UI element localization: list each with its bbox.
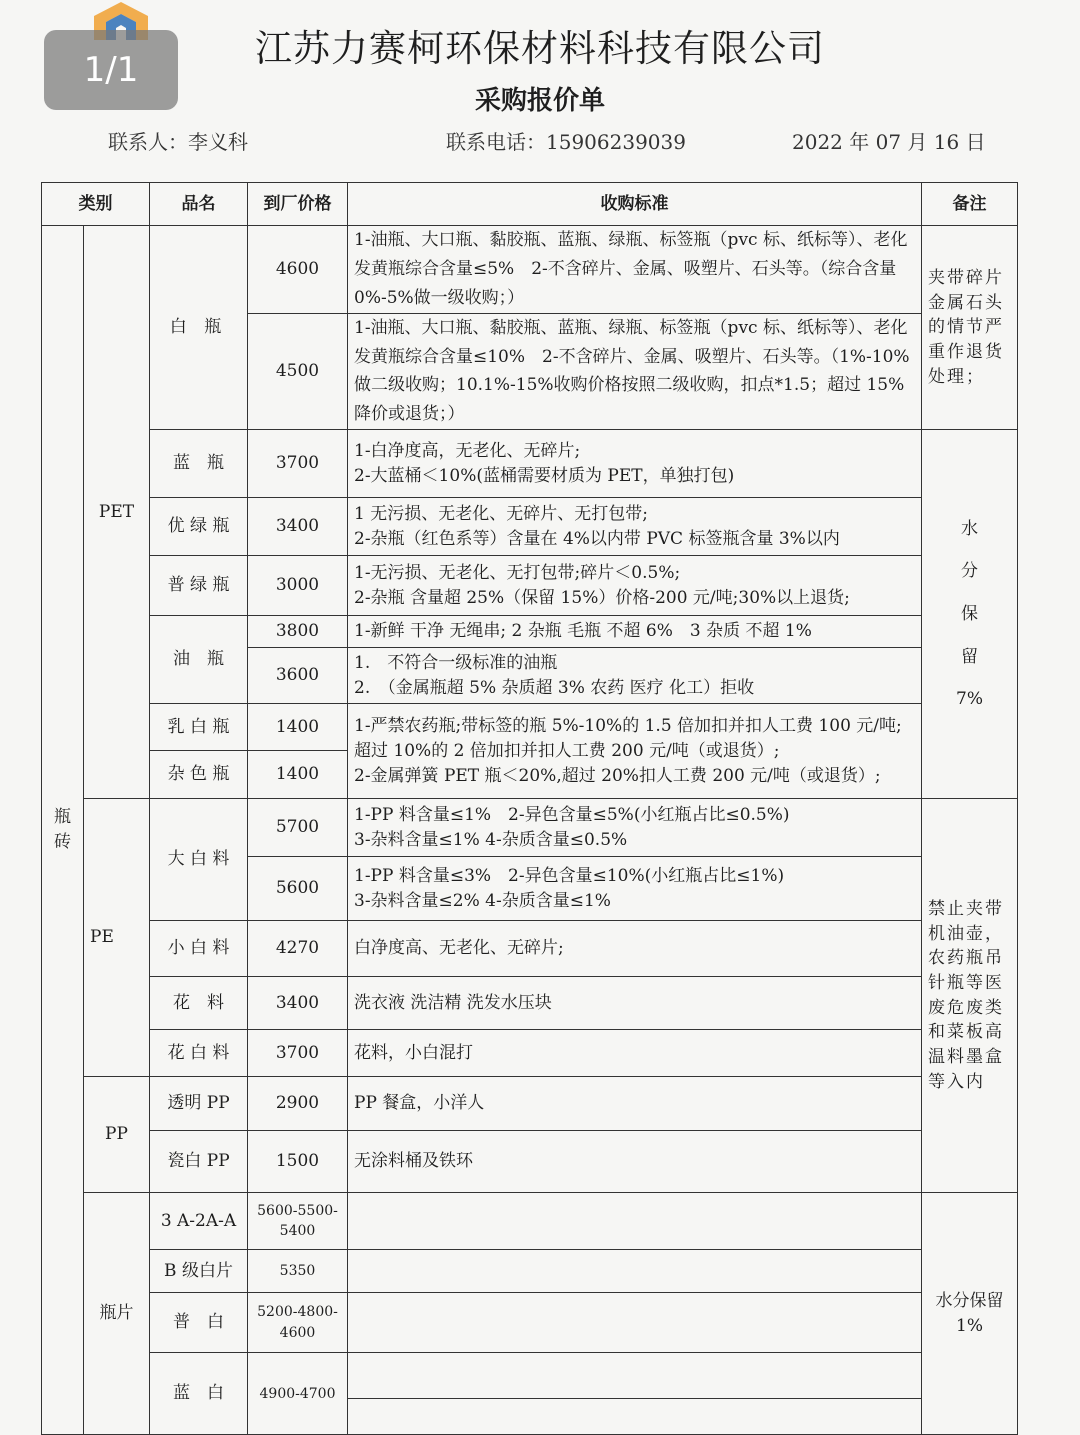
table-row (42, 1030, 1018, 1077)
table-row (42, 498, 1018, 556)
quote-table (41, 182, 1018, 1435)
price: 3400 (248, 977, 348, 1030)
price: 4500 (248, 313, 348, 430)
standard: 1. 不符合一级标准的油瓶 2. （金属瓶超 5% 杂质超 3% 农药 医疗 化工）拒收 (348, 648, 922, 704)
standard: 1-无污损、无老化、无打包带;碎片＜0.5%; 2-杂瓶 含量超 25%（保留 15%）价格-200 元/吨;30%以上退货; (348, 556, 922, 616)
standard: 1-PP 料含量≤1% 2-异色含量≤5%(小红瓶占比≤0.5%) 3-杂料含量≤1% 4-杂质含量≤0.5% (348, 799, 922, 857)
standard: 无涂料桶及铁环 (348, 1131, 922, 1193)
col-standard: 收购标准 (348, 183, 922, 226)
header-row (42, 183, 1018, 226)
standard: 1 无污损、无老化、无碎片、无打包带; 2-杂瓶（红色系等）含量在 4%以内带 PVC 标签瓶含量 3%以内 (348, 498, 922, 556)
product-name: B 级白片 (150, 1250, 248, 1293)
product-name: 乳 白 瓶 (150, 704, 248, 751)
table-row (42, 430, 1018, 498)
product-name: 大 白 料 (150, 799, 248, 921)
product-name: 瓷白 PP (150, 1131, 248, 1193)
table-row (42, 1131, 1018, 1193)
remark-white: 夹带碎片金属石头的情节严重作退货处理； (922, 226, 1018, 430)
standard: 白净度高、无老化、无碎片; (348, 921, 922, 977)
remark-pet-moisture: 水 分 保 留 7% (922, 430, 1018, 799)
product-name: 3 A-2A-A (150, 1193, 248, 1250)
category-pet: PET (84, 226, 150, 799)
standard (348, 1293, 922, 1353)
price: 1500 (248, 1131, 348, 1193)
product-name: 蓝 瓶 (150, 430, 248, 498)
table-row (42, 1353, 1018, 1399)
product-name: 优 绿 瓶 (150, 498, 248, 556)
price: 3700 (248, 1030, 348, 1077)
price: 5350 (248, 1250, 348, 1293)
table-row (42, 799, 1018, 857)
standard: 1-新鲜 干净 无绳串; 2 杂瓶 毛瓶 不超 6% 3 杂质 不超 1% (348, 616, 922, 648)
contact-person: 联系人：李义科 (108, 130, 248, 154)
price: 3800 (248, 616, 348, 648)
price: 3400 (248, 498, 348, 556)
product-name: 白 瓶 (150, 226, 248, 430)
price: 3600 (248, 648, 348, 704)
col-name: 品名 (150, 183, 248, 226)
col-remark: 备注 (922, 183, 1018, 226)
standard: 1-严禁农药瓶;带标签的瓶 5%-10%的 1.5 倍加扣并扣人工费 100 元/吨; 超过 10%的 2 倍加扣并扣人工费 200 元/吨（或退货）; 2-金属弹簧 PET 瓶＜20%,超过 20%扣人工费 200 元/吨（或退货）; (348, 704, 922, 799)
product-name: 花 料 (150, 977, 248, 1030)
table-row (42, 616, 1018, 648)
table-row (42, 556, 1018, 616)
product-name: 普 绿 瓶 (150, 556, 248, 616)
col-price: 到厂价格 (248, 183, 348, 226)
standard: 1-白净度高，无老化、无碎片; 2-大蓝桶＜10%(蓝桶需要材质为 PET，单独打包) (348, 430, 922, 498)
standard (348, 1399, 922, 1435)
standard: 1-PP 料含量≤3% 2-异色含量≤10%(小红瓶占比≤1%) 3-杂料含量≤2% 4-杂质含量≤1% (348, 857, 922, 921)
product-name: 花 白 料 (150, 1030, 248, 1077)
price: 5600-5500-5400 (248, 1193, 348, 1250)
price: 5200-4800-4600 (248, 1293, 348, 1353)
price: 4900-4700 (248, 1353, 348, 1435)
category-flake: 瓶片 (84, 1193, 150, 1435)
price: 5600 (248, 857, 348, 921)
product-name: 透明 PP (150, 1077, 248, 1131)
table-row (42, 977, 1018, 1030)
standard: 1-油瓶、大口瓶、黏胶瓶、蓝瓶、绿瓶、标签瓶（pvc 标、纸标等）、老化发黄瓶综合含量≤10% 2-不含碎片、金属、吸塑片、石头等。（1%-10%做二级收购；10.1%-15%收购价格按照二级收购，扣点*1.5；超过 15%降价或退货；） (348, 313, 922, 430)
table-row (42, 1293, 1018, 1353)
price: 4600 (248, 226, 348, 314)
table-row (42, 1077, 1018, 1131)
standard: 1-油瓶、大口瓶、黏胶瓶、蓝瓶、绿瓶、标签瓶（pvc 标、纸标等）、老化发黄瓶综合含量≤5% 2-不含碎片、金属、吸塑片、石头等。（综合含量 0%-5%做一级收购；） (348, 226, 922, 314)
standard: 花料，小白混打 (348, 1030, 922, 1077)
price: 1400 (248, 704, 348, 751)
table-row (42, 226, 1018, 314)
standard (348, 1250, 922, 1293)
standard (348, 1353, 922, 1399)
price: 2900 (248, 1077, 348, 1131)
company-name: 江苏力赛柯环保材料科技有限公司 (255, 27, 825, 70)
product-name: 油 瓶 (150, 616, 248, 704)
standard: 洗衣液 洗洁精 洗发水压块 (348, 977, 922, 1030)
quote-date: 2022 年 07 月 16 日 (792, 130, 986, 154)
price: 1400 (248, 751, 348, 799)
page-indicator[interactable]: 1/1 (44, 30, 178, 110)
category-main: 瓶砖 (42, 226, 84, 1435)
product-name: 杂 色 瓶 (150, 751, 248, 799)
remark-flake: 水分保留 1% (922, 1193, 1018, 1435)
product-name: 普 白 (150, 1293, 248, 1353)
remark-pe-pp: 禁止夹带机油壶，农药瓶吊针瓶等医废危废类和菜板高温料墨盒等入内 (922, 799, 1018, 1193)
table-row (42, 1250, 1018, 1293)
table-row (42, 1193, 1018, 1250)
document-title: 采购报价单 (474, 86, 605, 116)
product-name: 小 白 料 (150, 921, 248, 977)
table-row (42, 921, 1018, 977)
standard: PP 餐盒，小洋人 (348, 1077, 922, 1131)
category-pe: PE (84, 799, 150, 1077)
price: 3700 (248, 430, 348, 498)
product-name: 蓝 白 (150, 1353, 248, 1435)
price: 5700 (248, 799, 348, 857)
col-category: 类别 (42, 183, 150, 226)
standard (348, 1193, 922, 1250)
price: 3000 (248, 556, 348, 616)
price: 4270 (248, 921, 348, 977)
contact-phone: 联系电话：15906239039 (446, 130, 686, 154)
table-row (42, 704, 1018, 751)
category-pp: PP (84, 1077, 150, 1193)
